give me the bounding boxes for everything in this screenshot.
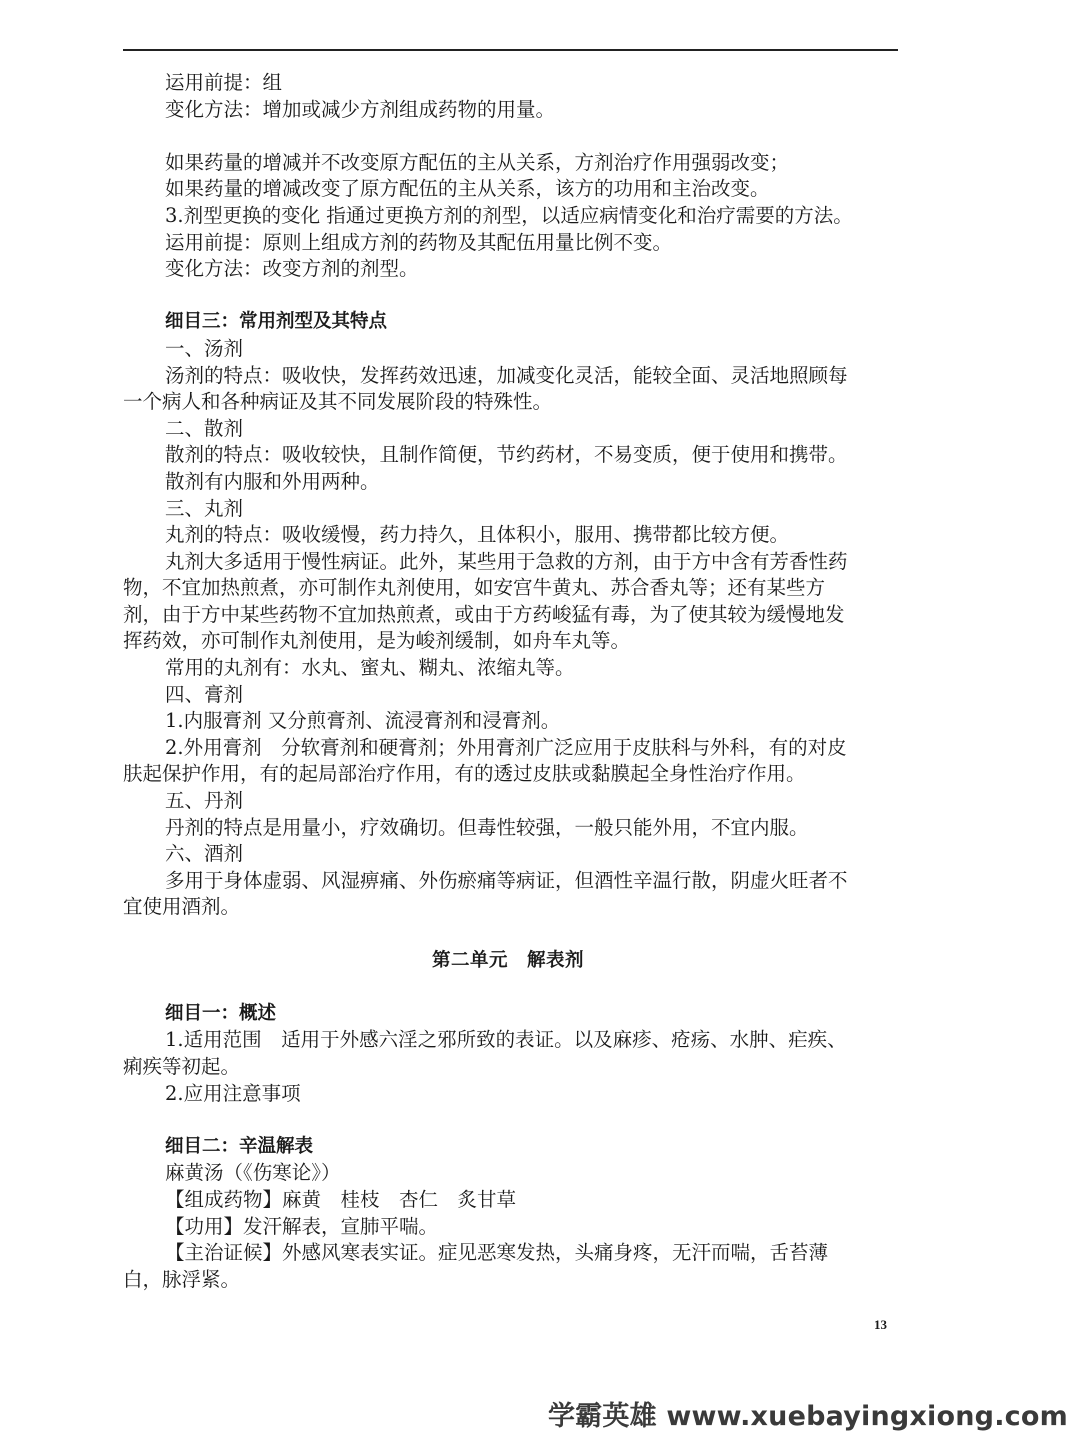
paragraph-line: 丸剂大多适用于慢性病证。此外，某些用于急救的方剂，由于方中含有芳香性药 [165,549,848,573]
paragraph-line: 多用于身体虚弱、风湿痹痛、外伤瘀痛等病证，但酒性辛温行散，阴虚火旺者不 [165,868,848,892]
paragraph-line: 变化方法：改变方剂的剂型。 [165,257,419,281]
paragraph-line: 汤剂的特点：吸收快，发挥药效迅速，加减变化灵活，能较全面、灵活地照顾每 [165,363,848,387]
paragraph-line: 如果药量的增减并不改变原方配伍的主从关系，方剂治疗作用强弱改变； [165,150,790,174]
paragraph-line: 痢疾等初起。 [123,1054,241,1078]
paragraph-line: 2.应用注意事项 [165,1081,301,1105]
paragraph-line: 1.内服膏剂 又分煎膏剂、流浸膏剂和浸膏剂。 [165,709,561,733]
paragraph-line: 2.外用膏剂 分软膏剂和硬膏剂；外用膏剂广泛应用于皮肤科与外科，有的对皮 [165,735,847,759]
subsection-title: 二、散剂 [165,416,244,440]
paragraph-line: 散剂有内服和外用两种。 [165,469,380,493]
paragraph-line: 物，不宜加热煎煮，亦可制作丸剂使用，如安宫牛黄丸、苏合香丸等；还有某些方 [123,576,826,600]
page-number: 13 [874,1317,887,1332]
paragraph-line: 白，脉浮紧。 [123,1267,241,1291]
paragraph-line: 运用前提：原则上组成方剂的药物及其配伍用量比例不变。 [165,230,673,254]
section-heading: 细目一：概述 [165,1002,277,1024]
unit-title: 第二单元 解表剂 [431,949,584,971]
paragraph-line: 常用的丸剂有：水丸、蜜丸、糊丸、浓缩丸等。 [165,656,575,680]
paragraph-line: 【功用】发汗解表，宣肺平喘。 [165,1214,439,1238]
paragraph-line: 宜使用酒剂。 [123,895,241,919]
paragraph-line: 剂，由于方中某些药物不宜加热煎煮，或由于方药峻猛有毒，为了使其较为缓慢地发 [123,602,845,626]
paragraph-line: 【主治证候】外感风寒表实证。症见恶寒发热，头痛身疼，无汗而喘，舌苔薄 [165,1241,829,1265]
document-body [123,70,893,1293]
paragraph-line: 3.剂型更换的变化 指通过更换方剂的剂型，以适应病情变化和治疗需要的方法。 [165,203,853,227]
paragraph-line: 丹剂的特点是用量小，疗效确切。但毒性较强，一般只能外用，不宜内服。 [165,815,809,839]
site-watermark: 学霸英雄 www.xuebayingxiong.com [548,1401,1068,1432]
paragraph-line: 一个病人和各种病证及其不同发展阶段的特殊性。 [123,390,553,414]
paragraph-line: 丸剂的特点：吸收缓慢，药力持久，且体积小，服用、携带都比较方便。 [165,523,790,547]
subsection-title: 三、丸剂 [165,496,244,520]
paragraph-line: 1.适用范围 适用于外感六淫之邪所致的表证。以及麻疹、疮疡、水肿、疟疾、 [165,1028,847,1052]
subsection-title: 五、丹剂 [165,789,244,813]
paragraph-line: 肤起保护作用，有的起局部治疗作用，有的透过皮肤或黏膜起全身性治疗作用。 [123,762,806,786]
paragraph-line: 挥药效，亦可制作丸剂使用，是为峻剂缓制，如舟车丸等。 [123,629,631,653]
paragraph-line: 【组成药物】麻黄 桂枝 杏仁 炙甘草 [165,1187,517,1211]
subsection-title: 一、汤剂 [165,336,244,360]
paragraph-line: 如果药量的增减改变了原方配伍的主从关系，该方的功用和主治改变。 [165,177,770,201]
section-heading: 细目三：常用剂型及其特点 [165,311,388,333]
paragraph-line: 运用前提：组 [165,71,283,94]
subsection-title: 四、膏剂 [165,682,244,706]
section-heading: 细目二：辛温解表 [165,1135,314,1157]
formula-title: 麻黄汤（《伤寒论》） [165,1161,341,1185]
top-rule [123,49,898,51]
paragraph-line: 散剂的特点：吸收较快，且制作简便，节约药材，不易变质，便于使用和携带。 [165,443,848,467]
subsection-title: 六、酒剂 [165,842,244,866]
paragraph-line: 变化方法：增加或减少方剂组成药物的用量。 [165,97,556,121]
